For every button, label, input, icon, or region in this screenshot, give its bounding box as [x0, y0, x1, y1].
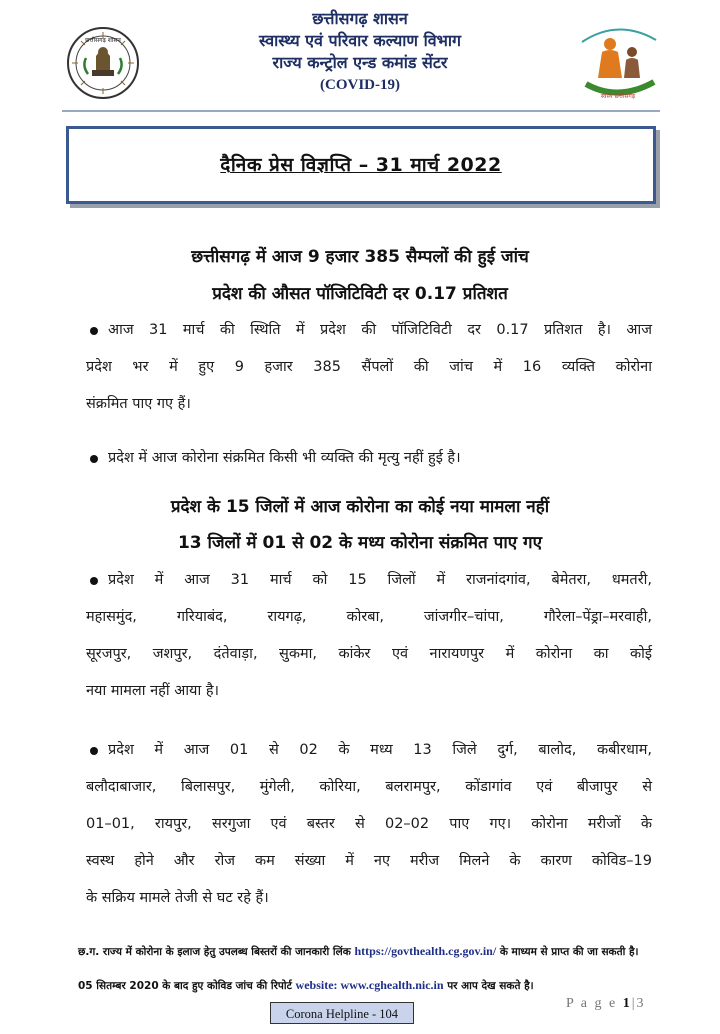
bullet-dot [90, 747, 98, 755]
footer-note-report [78, 978, 658, 994]
bullet-no-deaths [108, 440, 652, 477]
footer-text: छ.ग. राज्य में कोरोना के इलाज हेतु उपलब्ध बिस्तरों की जानकारी लिंक [78, 946, 351, 958]
logo-caption: स्वस्थ छत्तीसगढ़ [600, 93, 636, 100]
footer-text: के माध्यम से प्राप्त की जा सकती है। [499, 946, 639, 958]
cghealth-website-link[interactable]: website: www.cghealth.nic.in [295, 978, 444, 992]
bullet-line: महासमुंद, गरियाबंद, रायगढ़, कोरबा, जांजगीर–चांपा, गौरेला–पेंड्रा–मरवाही, [86, 609, 652, 625]
press-release-title: दैनिक प्रेस विज्ञप्ति – 31 मार्च 2022 [220, 154, 502, 176]
bullet-dot [90, 455, 98, 463]
bullet-line: बलौदाबाजार, बिलासपुर, मुंगेली, कोरिया, बलरामपुर, कोंडागांव एवं बीजापुर से [86, 779, 652, 795]
bullet-line: सूरजपुर, जशपुर, दंतेवाड़ा, सुकमा, कांकेर एवं नारायणपुर में कोरोना का कोई [86, 646, 652, 662]
bullet-line: प्रदेश भर में हुए 9 हजार 385 सैंपलों की जांच में 16 व्यक्ति कोरोना [86, 359, 652, 375]
section1-heading-1: छत्तीसगढ़ में आज 9 हजार 385 सैम्पलों की हुई जांच [191, 247, 529, 267]
footer-note-beds [78, 944, 658, 960]
header-line-2: स्वास्थ्य एवं परिवार कल्याण विभाग [258, 31, 462, 50]
header-divider [62, 110, 660, 112]
header-line-3: राज्य कन्ट्रोल एन्ड कमांड सेंटर [272, 53, 448, 72]
corona-helpline-badge: Corona Helpline - 104 [270, 1002, 414, 1024]
bullet-line: नया मामला नहीं आया है। [86, 683, 220, 699]
bullet-line: प्रदेश में आज 01 से 02 के मध्य 13 जिले दुर्ग, बालोद, कबीरधाम, [108, 742, 652, 758]
bullet-line: प्रदेश में आज 31 मार्च को 15 जिलों में राजनांदगांव, बेमेतरा, धमतरी, [108, 572, 652, 588]
page-total: 3 [636, 996, 646, 1011]
swasth-chhattisgarh-logo-icon [572, 22, 664, 104]
page-number: 1 [622, 996, 632, 1011]
bullet-line: स्वस्थ होने और रोज कम संख्या में नए मरीज मिलने के कारण कोविड–19 [86, 853, 652, 869]
header-line-1: छत्तीसगढ़ शासन [312, 9, 408, 28]
section1-heading-2: प्रदेश की औसत पॉजिटिविटी दर 0.17 प्रतिशत [212, 284, 508, 304]
bullet-district-cases [86, 732, 652, 917]
bullet-dot [90, 577, 98, 585]
bullet-line: प्रदेश में आज कोरोना संक्रमित किसी भी व्यक्ति की मृत्यु नहीं हुई है। [108, 450, 461, 466]
govthealth-link[interactable]: https://govthealth.cg.gov.in/ [354, 944, 497, 958]
bullet-line: के सक्रिय मामले तेजी से घट रहे हैं। [86, 890, 269, 906]
bullet-dot [90, 327, 98, 335]
page-word: P a g e [566, 996, 618, 1011]
bullet-line: आज 31 मार्च की स्थिति में प्रदेश की पॉजिटिविटी दर 0.17 प्रतिशत है। आज [108, 322, 652, 338]
emblem-caption: छत्तीसगढ़ शासन [85, 37, 121, 44]
header-line-4: (COVID-19) [320, 77, 400, 93]
footer-text: 05 सितम्बर 2020 के बाद हुए कोविड जांच की रिपोर्ट [78, 980, 292, 992]
page-indicator: P a g e 1|3 [566, 996, 646, 1011]
bullet-positivity [86, 312, 652, 423]
section2-heading-2: 13 जिलों में 01 से 02 के मध्य कोरोना संक्रमित पाए गए [177, 533, 543, 553]
bullet-line: संक्रमित पाए गए हैं। [86, 396, 191, 412]
bullet-no-new-cases [86, 562, 652, 710]
bullet-line: 01–01, रायपुर, सरगुजा एवं बस्तर से 02–02 पाए गए। कोरोना मरीजों के [86, 816, 652, 832]
section2-heading-1: प्रदेश के 15 जिलों में आज कोरोना का कोई नया मामला नहीं [170, 497, 550, 517]
footer-text: पर आप देख सकते है। [447, 980, 534, 992]
title-box [66, 126, 656, 204]
